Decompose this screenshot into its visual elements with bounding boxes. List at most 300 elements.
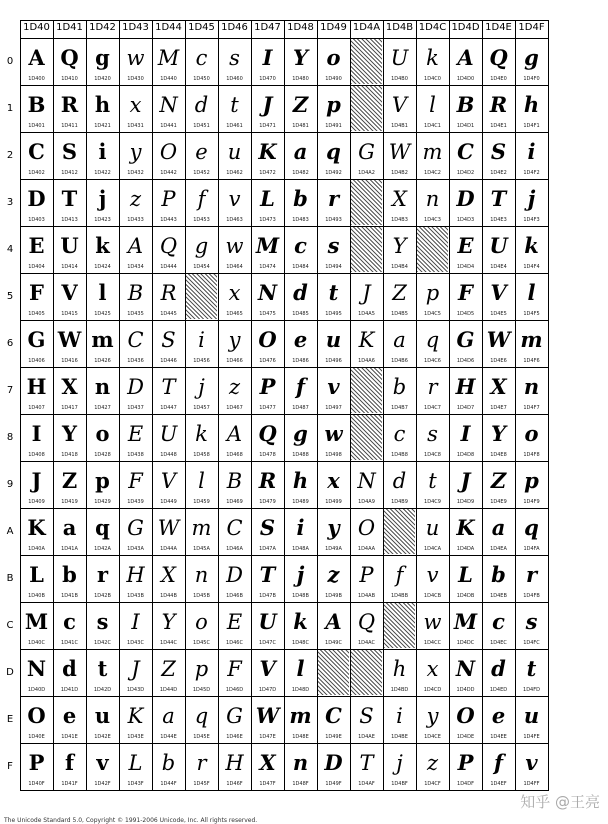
row-label: 0 <box>6 56 14 67</box>
code-point: 1D427 <box>94 405 111 411</box>
glyph: N <box>159 93 178 117</box>
glyph: C <box>325 703 342 728</box>
glyph: R <box>489 92 508 117</box>
code-point: 1D4C8 <box>424 452 441 458</box>
code-point: 1D4CA <box>423 546 442 552</box>
glyph-cell <box>317 273 350 320</box>
glyph-cell <box>350 555 383 602</box>
code-point: 1D40F <box>28 781 45 787</box>
glyph-cell <box>449 461 482 508</box>
glyph: t <box>428 469 437 493</box>
glyph: c <box>195 46 208 70</box>
glyph-cell <box>515 602 548 649</box>
reserved-hatch <box>318 650 349 695</box>
glyph-cell <box>383 743 416 790</box>
glyph-cell <box>86 320 119 367</box>
glyph-cell <box>383 85 416 132</box>
glyph: r <box>525 562 538 587</box>
code-point: 1D4D1 <box>456 123 475 129</box>
code-point: 1D491 <box>325 123 342 129</box>
code-point: 1D4BE <box>391 734 408 740</box>
glyph: U <box>159 422 178 446</box>
code-point: 1D416 <box>61 358 78 364</box>
code-point: 1D460 <box>226 76 243 82</box>
glyph: x <box>129 93 142 117</box>
code-point: 1D4F8 <box>523 452 540 458</box>
copyright-footer: The Unicode Standard 5.0, Copyright © 1991-2006 Unicode, Inc. All rights reserved. <box>4 817 258 824</box>
glyph: r <box>96 562 109 587</box>
code-point: 1D419 <box>61 499 78 505</box>
glyph-cell <box>86 38 119 85</box>
grid-line-horizontal <box>20 696 549 697</box>
grid-line-vertical <box>86 20 87 790</box>
code-point: 1D42E <box>94 734 111 740</box>
glyph-cell <box>482 273 515 320</box>
code-point: 1D466 <box>226 358 243 364</box>
code-point: 1D43B <box>127 593 144 599</box>
grid-line-horizontal <box>20 414 549 415</box>
glyph-cell <box>53 555 86 602</box>
glyph: g <box>95 45 110 70</box>
glyph-cell <box>185 85 218 132</box>
glyph-cell <box>20 320 53 367</box>
code-point: 1D490 <box>325 76 342 82</box>
glyph: k <box>524 233 539 258</box>
glyph-cell <box>284 226 317 273</box>
code-point: 1D4DE <box>456 734 475 740</box>
glyph: g <box>293 421 308 446</box>
glyph-cell <box>284 179 317 226</box>
glyph-cell <box>317 696 350 743</box>
glyph: j <box>98 186 107 211</box>
code-point: 1D436 <box>127 358 144 364</box>
glyph-cell <box>515 226 548 273</box>
glyph-cell <box>284 602 317 649</box>
glyph-cell <box>152 273 185 320</box>
code-point: 1D405 <box>28 311 45 317</box>
code-point: 1D44A <box>160 546 177 552</box>
code-point: 1D453 <box>193 217 210 223</box>
glyph: U <box>489 233 508 258</box>
code-point: 1D404 <box>28 264 45 270</box>
glyph: f <box>493 750 504 775</box>
glyph: o <box>326 45 341 70</box>
glyph: b <box>293 186 308 211</box>
grid-line-vertical <box>284 20 285 790</box>
code-point: 1D49A <box>325 546 342 552</box>
glyph: j <box>396 751 403 775</box>
glyph-cell <box>86 273 119 320</box>
code-point: 1D496 <box>325 358 342 364</box>
code-point: 1D4CC <box>423 640 442 646</box>
reserved-cell <box>383 508 416 555</box>
code-point: 1D426 <box>94 358 111 364</box>
glyph: d <box>62 656 77 681</box>
code-point: 1D4EA <box>490 546 507 552</box>
glyph: k <box>293 609 308 634</box>
row-label: D <box>6 667 14 678</box>
glyph-cell <box>350 743 383 790</box>
glyph: m <box>422 140 443 164</box>
reserved-cell <box>383 602 416 649</box>
code-point: 1D4B3 <box>391 217 408 223</box>
code-point: 1D495 <box>325 311 342 317</box>
code-point: 1D418 <box>61 452 78 458</box>
reserved-cell <box>350 179 383 226</box>
glyph-cell <box>119 555 152 602</box>
code-point: 1D4AE <box>358 734 375 740</box>
glyph: f <box>64 750 75 775</box>
glyph: Q <box>159 234 178 258</box>
glyph: u <box>94 703 111 728</box>
glyph: Y <box>293 45 308 70</box>
code-point: 1D40A <box>28 546 45 552</box>
reserved-hatch <box>417 227 448 272</box>
grid-line-horizontal <box>20 649 549 650</box>
glyph: W <box>157 516 180 540</box>
code-point: 1D4BB <box>390 593 409 599</box>
glyph-cell <box>449 414 482 461</box>
code-point: 1D4F1 <box>523 123 540 129</box>
row-label: 9 <box>6 479 14 490</box>
code-point: 1D492 <box>325 170 342 176</box>
row-label: F <box>7 761 13 772</box>
glyph-cell <box>20 38 53 85</box>
glyph: X <box>161 563 176 587</box>
glyph-cell <box>350 508 383 555</box>
glyph-cell <box>152 226 185 273</box>
code-point: 1D477 <box>259 405 276 411</box>
glyph: l <box>527 280 536 305</box>
glyph: M <box>24 609 49 634</box>
glyph-cell <box>416 602 449 649</box>
glyph-cell <box>416 179 449 226</box>
code-point: 1D4A9 <box>358 499 375 505</box>
glyph-cell <box>152 179 185 226</box>
code-point: 1D4D3 <box>456 217 475 223</box>
glyph: G <box>226 704 243 728</box>
row-label: B <box>6 573 14 584</box>
glyph: t <box>230 93 239 117</box>
glyph-cell <box>449 649 482 696</box>
glyph: B <box>27 92 46 117</box>
code-point: 1D443 <box>160 217 177 223</box>
glyph: V <box>61 280 78 305</box>
glyph-cell <box>86 367 119 414</box>
code-point: 1D47C <box>259 640 276 646</box>
glyph-cell <box>53 132 86 179</box>
code-point: 1D4AC <box>357 640 376 646</box>
glyph-cell <box>317 320 350 367</box>
glyph-cell <box>284 555 317 602</box>
grid-line-vertical <box>317 20 318 790</box>
code-point: 1D429 <box>94 499 111 505</box>
glyph: j <box>527 186 536 211</box>
glyph: T <box>490 186 507 211</box>
glyph: x <box>228 281 241 305</box>
code-point: 1D420 <box>94 76 111 82</box>
code-point: 1D4CF <box>424 781 441 787</box>
glyph-cell <box>152 132 185 179</box>
code-point: 1D438 <box>127 452 144 458</box>
code-point: 1D432 <box>127 170 144 176</box>
glyph: Q <box>357 610 376 634</box>
glyph: Y <box>161 610 176 634</box>
glyph-cell <box>482 320 515 367</box>
grid-line-horizontal <box>20 461 549 462</box>
glyph-cell <box>20 85 53 132</box>
code-point: 1D459 <box>193 499 210 505</box>
code-point: 1D451 <box>193 123 210 129</box>
reserved-cell <box>350 367 383 414</box>
glyph: x <box>327 468 340 493</box>
glyph: Q <box>258 421 277 446</box>
glyph-cell <box>218 602 251 649</box>
glyph: R <box>160 281 177 305</box>
reserved-hatch <box>351 39 382 84</box>
glyph: L <box>29 562 44 587</box>
grid-line-horizontal <box>20 367 549 368</box>
code-point: 1D433 <box>127 217 144 223</box>
code-point: 1D4C1 <box>424 123 441 129</box>
glyph-cell <box>86 602 119 649</box>
code-point: 1D424 <box>94 264 111 270</box>
code-point: 1D415 <box>61 311 78 317</box>
grid-line-vertical <box>20 20 21 790</box>
glyph: o <box>524 421 539 446</box>
glyph: u <box>425 516 440 540</box>
glyph: F <box>29 280 44 305</box>
glyph-cell <box>53 743 86 790</box>
glyph: a <box>393 328 406 352</box>
code-point: 1D475 <box>259 311 276 317</box>
code-point: 1D4B6 <box>391 358 408 364</box>
glyph: n <box>523 374 540 399</box>
code-point: 1D449 <box>160 499 177 505</box>
code-point: 1D489 <box>292 499 309 505</box>
code-point: 1D41C <box>61 640 78 646</box>
glyph: b <box>161 751 176 775</box>
column-header: 1D47 <box>254 22 281 33</box>
code-point: 1D4CD <box>423 687 442 693</box>
glyph: z <box>426 751 439 775</box>
code-point: 1D4D5 <box>456 311 475 317</box>
code-point: 1D479 <box>259 499 276 505</box>
glyph-cell <box>317 461 350 508</box>
glyph: s <box>525 609 538 634</box>
glyph: T <box>359 751 374 775</box>
code-point: 1D4DB <box>456 593 475 599</box>
code-point: 1D48F <box>292 781 309 787</box>
glyph: j <box>198 375 205 399</box>
glyph-cell <box>251 461 284 508</box>
glyph-cell <box>515 38 548 85</box>
code-point: 1D40E <box>28 734 45 740</box>
row-label: 5 <box>6 291 14 302</box>
glyph: t <box>526 656 537 681</box>
glyph-cell <box>119 85 152 132</box>
glyph: R <box>60 92 79 117</box>
column-header: 1D40 <box>23 22 50 33</box>
glyph: D <box>127 375 144 399</box>
code-point: 1D478 <box>259 452 276 458</box>
column-header: 1D42 <box>89 22 116 33</box>
code-point: 1D42C <box>94 640 111 646</box>
grid-line-vertical <box>251 20 252 790</box>
glyph-cell <box>482 555 515 602</box>
glyph: V <box>391 93 408 117</box>
glyph-cell <box>119 226 152 273</box>
reserved-cell <box>350 414 383 461</box>
glyph: I <box>131 610 140 634</box>
code-point: 1D485 <box>292 311 309 317</box>
glyph: a <box>62 515 77 540</box>
code-point: 1D44F <box>160 781 177 787</box>
code-point: 1D49B <box>325 593 342 599</box>
code-point: 1D42F <box>94 781 111 787</box>
code-point: 1D48C <box>292 640 309 646</box>
glyph: y <box>426 704 439 728</box>
glyph-cell <box>185 226 218 273</box>
code-point: 1D408 <box>28 452 45 458</box>
glyph: v <box>426 563 439 587</box>
row-label: 2 <box>6 150 14 161</box>
glyph-cell <box>317 85 350 132</box>
glyph-cell <box>53 226 86 273</box>
glyph-cell <box>449 508 482 555</box>
glyph-cell <box>185 649 218 696</box>
grid-line-vertical <box>185 20 186 790</box>
glyph-cell <box>20 367 53 414</box>
code-point: 1D412 <box>61 170 78 176</box>
code-point: 1D41D <box>60 687 79 693</box>
code-point: 1D400 <box>28 76 45 82</box>
glyph-cell <box>350 320 383 367</box>
code-point: 1D4EC <box>490 640 507 646</box>
glyph-cell <box>119 38 152 85</box>
code-point: 1D4B4 <box>391 264 408 270</box>
glyph-cell <box>317 179 350 226</box>
glyph-cell <box>416 461 449 508</box>
code-point: 1D461 <box>226 123 243 129</box>
code-point: 1D437 <box>127 405 144 411</box>
code-point: 1D49C <box>325 640 342 646</box>
glyph: Y <box>62 421 77 446</box>
column-header: 1D4B <box>385 22 414 33</box>
glyph-cell <box>383 132 416 179</box>
code-point: 1D487 <box>292 405 309 411</box>
reserved-cell <box>350 38 383 85</box>
glyph: D <box>27 186 46 211</box>
glyph-cell <box>482 696 515 743</box>
glyph: o <box>95 421 110 446</box>
glyph: P <box>161 187 176 211</box>
glyph: U <box>390 46 409 70</box>
glyph: h <box>392 657 407 681</box>
glyph-cell <box>482 38 515 85</box>
glyph: V <box>490 280 507 305</box>
grid-line-vertical <box>416 20 417 790</box>
glyph: O <box>258 327 277 352</box>
reserved-hatch <box>351 86 382 131</box>
glyph: m <box>520 327 543 352</box>
glyph-cell <box>20 461 53 508</box>
glyph: z <box>129 187 142 211</box>
glyph-cell <box>383 555 416 602</box>
glyph: W <box>486 327 511 352</box>
glyph-cell <box>416 414 449 461</box>
glyph-cell <box>482 132 515 179</box>
glyph: k <box>426 46 439 70</box>
code-point: 1D40D <box>27 687 46 693</box>
code-point: 1D4C5 <box>424 311 441 317</box>
code-point: 1D448 <box>160 452 177 458</box>
code-point: 1D428 <box>94 452 111 458</box>
code-point: 1D4FB <box>523 593 540 599</box>
glyph-cell <box>317 132 350 179</box>
code-point: 1D46E <box>226 734 243 740</box>
glyph-cell <box>53 179 86 226</box>
code-point: 1D4E3 <box>490 217 507 223</box>
code-point: 1D47F <box>259 781 276 787</box>
glyph: o <box>195 610 208 634</box>
glyph: Z <box>490 468 507 493</box>
glyph-cell <box>284 743 317 790</box>
code-point: 1D45F <box>193 781 210 787</box>
code-point: 1D4AF <box>358 781 375 787</box>
glyph-cell <box>119 367 152 414</box>
glyph-cell <box>218 649 251 696</box>
column-header: 1D4F <box>518 22 545 33</box>
code-point: 1D4B0 <box>391 76 408 82</box>
code-point: 1D48E <box>292 734 309 740</box>
code-point: 1D40C <box>28 640 45 646</box>
glyph: Z <box>61 468 78 493</box>
glyph: X <box>490 374 507 399</box>
glyph-cell <box>251 602 284 649</box>
code-point: 1D439 <box>127 499 144 505</box>
grid-line-horizontal <box>20 38 549 39</box>
glyph: P <box>359 563 374 587</box>
code-point: 1D411 <box>61 123 78 129</box>
grid-line-horizontal <box>20 743 549 744</box>
grid-line-vertical <box>152 20 153 790</box>
glyph: f <box>395 563 404 587</box>
glyph: s <box>327 233 340 258</box>
glyph: K <box>456 515 475 540</box>
glyph: w <box>225 234 244 258</box>
code-point: 1D435 <box>127 311 144 317</box>
column-header: 1D46 <box>221 22 248 33</box>
code-point: 1D401 <box>28 123 45 129</box>
glyph-cell <box>449 555 482 602</box>
glyph: d <box>491 656 506 681</box>
glyph: m <box>191 516 212 540</box>
glyph-cell <box>449 38 482 85</box>
glyph: U <box>60 233 79 258</box>
code-point: 1D4F2 <box>523 170 540 176</box>
glyph: s <box>427 422 438 446</box>
glyph: h <box>94 92 111 117</box>
glyph-cell <box>383 226 416 273</box>
code-point: 1D4ED <box>489 687 508 693</box>
glyph-cell <box>119 743 152 790</box>
code-point: 1D45B <box>193 593 210 599</box>
glyph-cell <box>515 555 548 602</box>
code-point: 1D464 <box>226 264 243 270</box>
code-point: 1D4E9 <box>490 499 507 505</box>
code-point: 1D445 <box>160 311 177 317</box>
